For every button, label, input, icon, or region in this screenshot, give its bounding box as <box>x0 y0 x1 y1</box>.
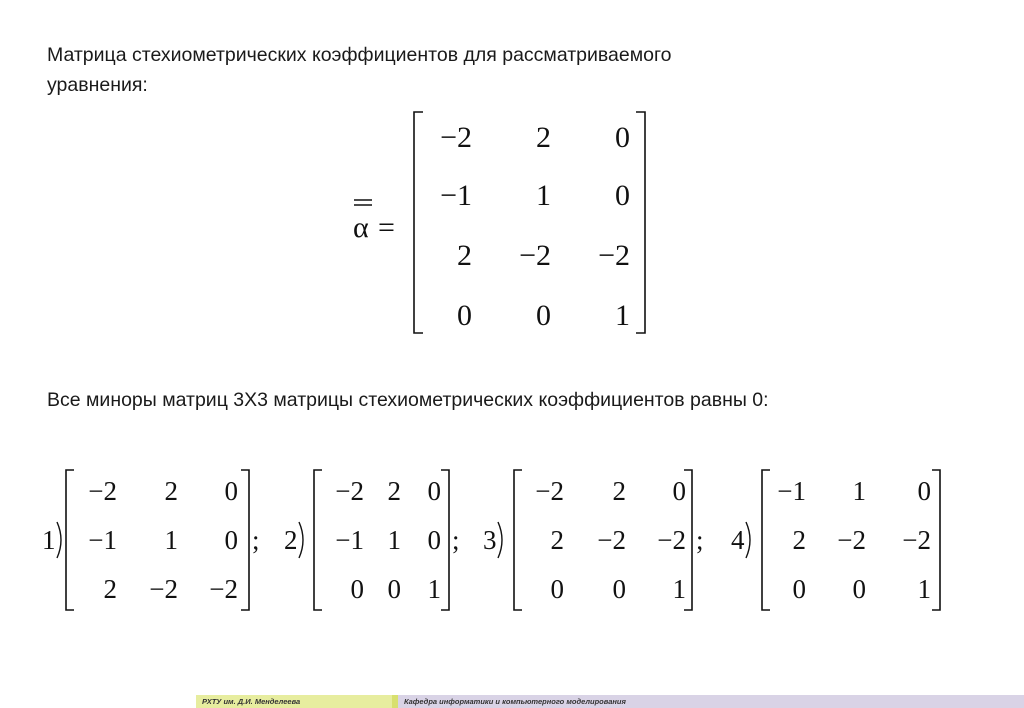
minors-text: Все миноры матриц 3Х3 матрицы стехиометрических коэффициентов равны 0: <box>47 389 769 411</box>
minor-cell: −2 <box>88 476 117 506</box>
main-matrix-cell: −2 <box>519 239 551 272</box>
minor-cell: 2 <box>164 476 178 506</box>
minor-left-bracket <box>314 470 322 610</box>
minor-cell: 1 <box>917 574 931 604</box>
main-matrix-cell: 1 <box>536 179 551 212</box>
main-matrix-cell: −1 <box>440 179 472 212</box>
minor-label: 4 <box>731 525 745 555</box>
minor-cell: −2 <box>597 525 626 555</box>
minor-separator: ; <box>452 525 460 555</box>
minor-label: 1 <box>42 525 56 555</box>
minor-label: 3 <box>483 525 497 555</box>
main-matrix-cell: 0 <box>457 299 472 332</box>
minor-cell: 2 <box>792 525 806 555</box>
minor-matrix-3 <box>483 470 704 610</box>
minor-right-bracket <box>441 470 449 610</box>
main-matrix-cell: 0 <box>615 121 630 154</box>
equals-sign: = <box>378 211 395 244</box>
minor-matrix-2 <box>284 470 460 610</box>
minor-cell: 2 <box>550 525 564 555</box>
footer-department: Кафедра информатики и компьютерного моделирования <box>398 695 1024 708</box>
minor-separator: ; <box>696 525 704 555</box>
minor-cell: 1 <box>164 525 178 555</box>
minor-cell: 0 <box>427 525 441 555</box>
minor-left-bracket <box>762 470 770 610</box>
intro-text-line-2: уравнения: <box>47 74 148 96</box>
minor-label-paren <box>299 522 303 558</box>
minor-cell: −1 <box>335 525 364 555</box>
minor-cell: 0 <box>612 574 626 604</box>
minor-label-paren <box>498 522 502 558</box>
intro-text-line-1: Матрица стехиометрических коэффициентов для рассматриваемого <box>47 44 672 66</box>
minor-cell: 0 <box>792 574 806 604</box>
minor-label-paren <box>746 522 750 558</box>
minor-cell: 1 <box>672 574 686 604</box>
minor-cell: −1 <box>88 525 117 555</box>
minor-left-bracket <box>514 470 522 610</box>
minor-matrix-1 <box>42 470 260 610</box>
minor-separator: ; <box>252 525 260 555</box>
minor-cell: 0 <box>672 476 686 506</box>
minor-right-bracket <box>932 470 940 610</box>
alpha-symbol: α <box>353 211 369 244</box>
minor-cell: −2 <box>837 525 866 555</box>
minor-label: 2 <box>284 525 298 555</box>
minor-cell: −2 <box>535 476 564 506</box>
main-matrix-cell: 2 <box>536 121 551 154</box>
minor-cell: 1 <box>427 574 441 604</box>
minor-cell: 0 <box>550 574 564 604</box>
minors-group <box>42 470 940 610</box>
main-matrix-cell: 1 <box>615 299 630 332</box>
minor-cell: 2 <box>612 476 626 506</box>
minor-cell: −2 <box>149 574 178 604</box>
minor-right-bracket <box>241 470 249 610</box>
minor-cell: 0 <box>224 476 238 506</box>
minor-cell: 1 <box>387 525 401 555</box>
footer-university: РХТУ им. Д.И. Менделеева <box>196 695 392 708</box>
minor-cell: −2 <box>335 476 364 506</box>
minor-cell: −2 <box>657 525 686 555</box>
minor-cell: −2 <box>902 525 931 555</box>
minor-label-paren <box>57 522 61 558</box>
minor-cell: 0 <box>917 476 931 506</box>
minor-cell: 0 <box>387 574 401 604</box>
minor-cell: 2 <box>103 574 117 604</box>
minor-cell: 0 <box>350 574 364 604</box>
minor-cell: 1 <box>852 476 866 506</box>
minor-cell: −1 <box>777 476 806 506</box>
main-matrix-cell: −2 <box>440 121 472 154</box>
minor-cell: −2 <box>209 574 238 604</box>
minor-cell: 0 <box>427 476 441 506</box>
main-matrix-cell: −2 <box>598 239 630 272</box>
main-matrix-cell: 0 <box>536 299 551 332</box>
minor-left-bracket <box>66 470 74 610</box>
minor-matrix-4 <box>731 470 940 610</box>
main-matrix-cell: 2 <box>457 239 472 272</box>
minor-cell: 0 <box>224 525 238 555</box>
minor-cell: 2 <box>387 476 401 506</box>
main-matrix-cell: 0 <box>615 179 630 212</box>
minor-cell: 0 <box>852 574 866 604</box>
